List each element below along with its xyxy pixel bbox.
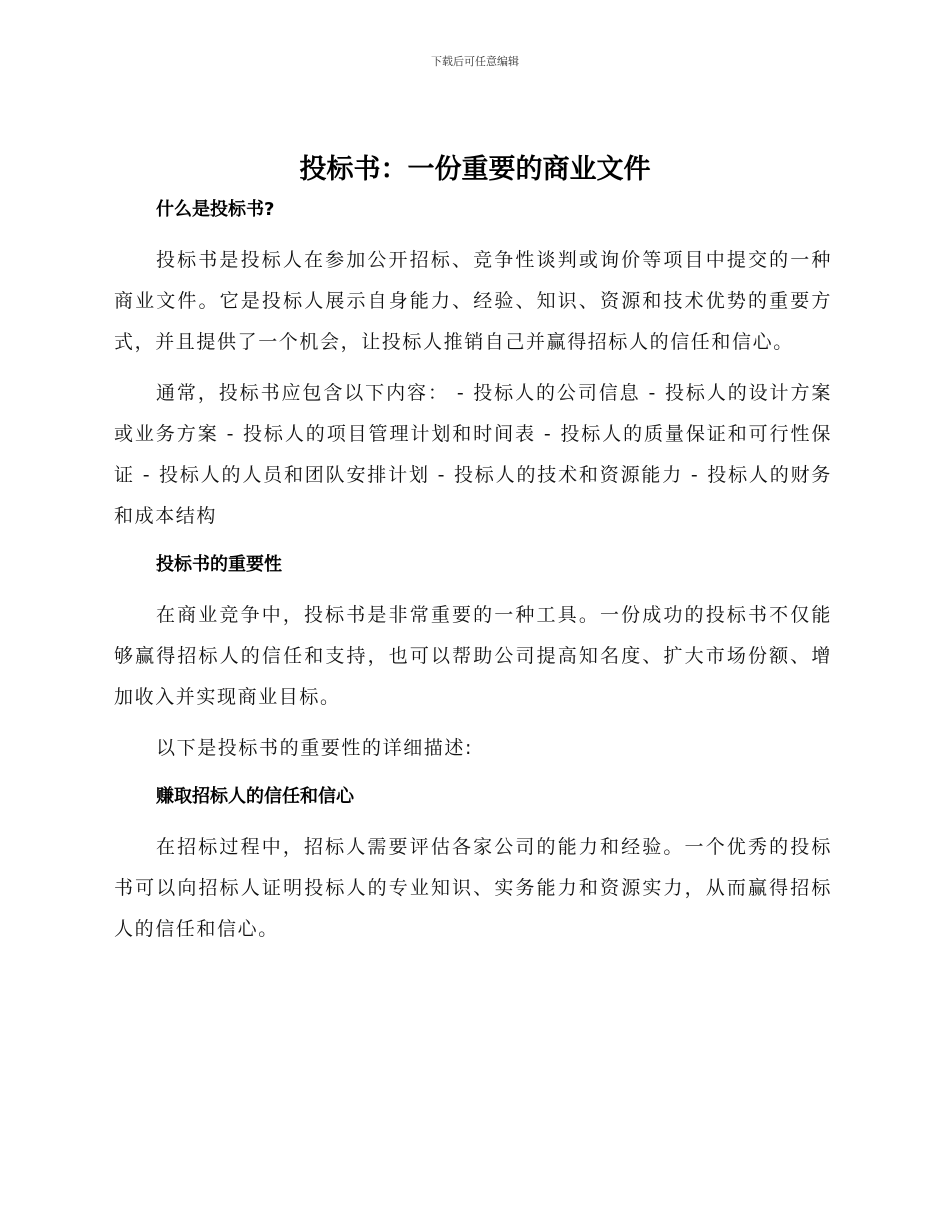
page-header: 下载后可任意编辑 [431, 55, 519, 68]
document-title: 投标书：一份重要的商业文件 [299, 154, 651, 185]
paragraph-trust: 在招标过程中，招标人需要评估各家公司的能力和经验。一个优秀的投标书可以向招标人证明投标人的专业知识、实务能力和资源实力，从而赢得招标人的信任和信心。 [114, 836, 832, 940]
section-heading-what-is: 什么是投标书? [156, 199, 275, 220]
section-heading-trust: 赚取招标人的信任和信心 [156, 786, 354, 807]
section-heading-importance: 投标书的重要性 [156, 554, 282, 575]
paragraph-importance: 在商业竞争中，投标书是非常重要的一种工具。一份成功的投标书不仅能够赢得招标人的信任和支持，也可以帮助公司提高知名度、扩大市场份额、增加收入并实现商业目标。 [114, 604, 832, 708]
paragraph-contents-list: 通常，投标书应包含以下内容： - 投标人的公司信息 - 投标人的设计方案或业务方案 - 投标人的项目管理计划和时间表 - 投标人的质量保证和可行性保证 - 投标人的人员和团队安排计划 - 投标人的技术和资源能力 - 投标人的财务和成本结构 [114, 382, 832, 527]
paragraph-importance-intro: 以下是投标书的重要性的详细描述: [156, 737, 474, 759]
document-body [114, 192, 832, 950]
paragraph-definition: 投标书是投标人在参加公开招标、竞争性谈判或询价等项目中提交的一种商业文件。它是投标人展示自身能力、经验、知识、资源和技术优势的重要方式，并且提供了一个机会，让投标人推销自己并赢得招标人的信任和信心。 [114, 249, 832, 353]
